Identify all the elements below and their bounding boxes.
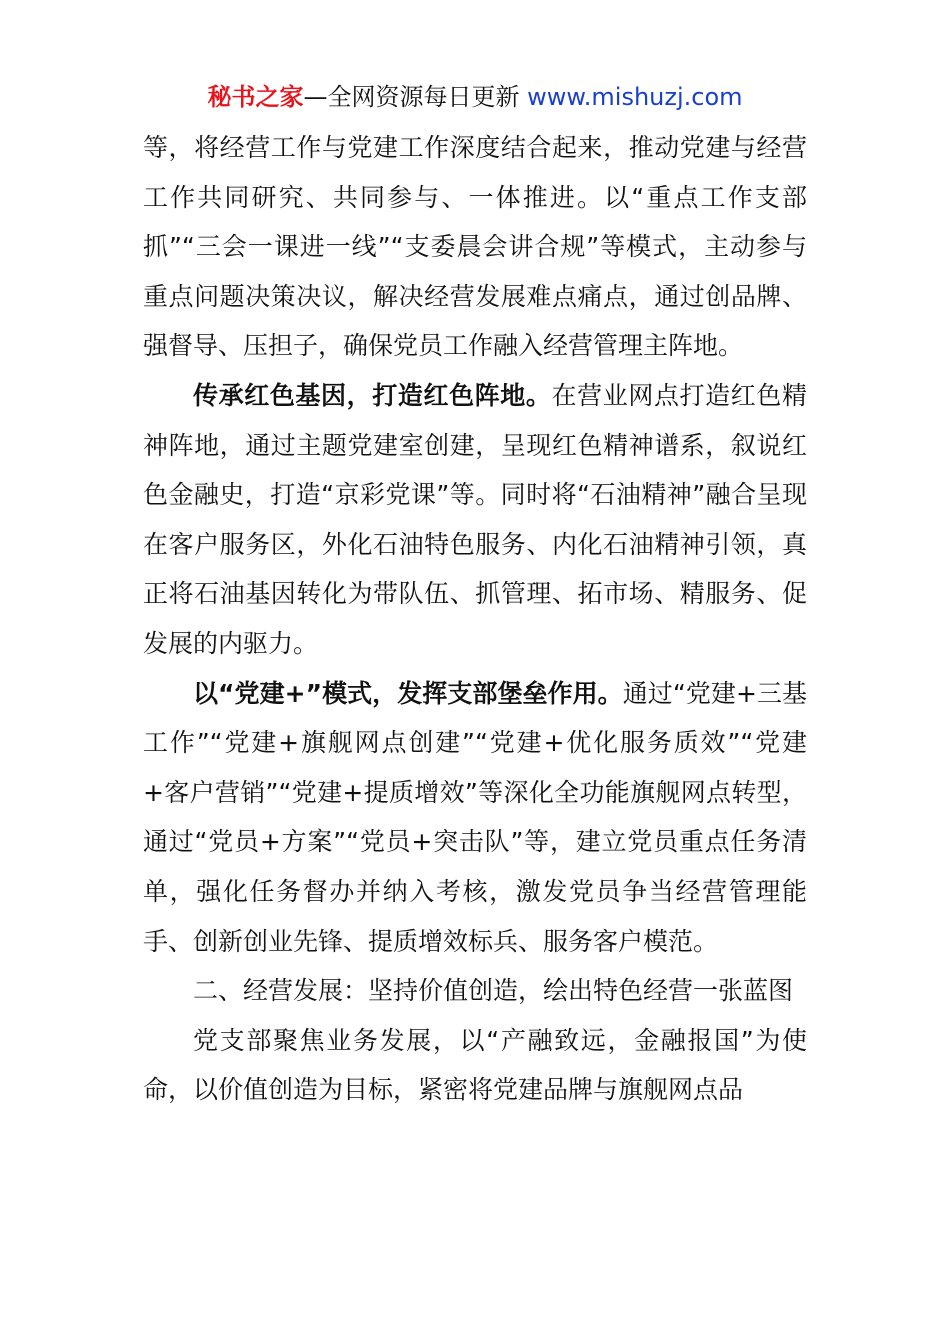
document-body [143,123,807,1115]
site-header [0,80,950,114]
paragraph-text: 党支部聚焦业务发展，以“产融致远，金融报国”为使命，以价值创造为目标，紧密将党建品牌与旗舰网点品 [143,1025,807,1105]
site-brand: 秘书之家 [207,83,304,111]
paragraph-continuation [143,123,807,371]
section-heading: 二、经营发展：坚持价值创造，绘出特色经营一张蓝图 [193,976,794,1006]
paragraph-lead: 传承红色基因，打造红色阵地。 [193,380,552,410]
paragraph-red-gene [143,371,807,669]
site-url[interactable]: www.mishuzj.com [527,83,743,111]
paragraph-text: 等，将经营工作与党建工作深度结合起来，推动党建与经营工作共同研究、共同参与、一体推进。以“重点工作支部抓”“三会一课进一线”“支委晨会讲合规”等模式，主动参与重点问题决策决议，解决经营发展难点痛点，通过创品牌、强督导、压担子，确保党员工作融入经营管理主阵地。 [143,133,807,361]
paragraph-lead: 以“党建+”模式，发挥支部堡垒作用。 [193,678,623,708]
paragraph-text: 通过“党建+三基工作”“党建+旗舰网点创建”“党建+优化服务质效”“党建+客户营销”“党建+提质增效”等深化全功能旗舰网点转型，通过“党员+方案”“党员+突击队”等，建立党员重点任务清单，强化任务督办并纳入考核，激发党员争当经营管理能手、创新创业先锋、提质增效标兵、服务客户模范。 [143,678,807,956]
paragraph-business [143,1016,807,1115]
site-tagline: —全网资源每日更新 [303,83,528,111]
paragraph-party-plus [143,669,807,967]
paragraph-text: 在营业网点打造红色精神阵地，通过主题党建室创建，呈现红色精神谱系，叙说红色金融史，打造“京彩党课”等。同时将“石油精神”融合呈现在客户服务区，外化石油特色服务、内化石油精神引领，真正将石油基因转化为带队伍、抓管理、拓市场、精服务、促发展的内驱力。 [143,380,807,658]
